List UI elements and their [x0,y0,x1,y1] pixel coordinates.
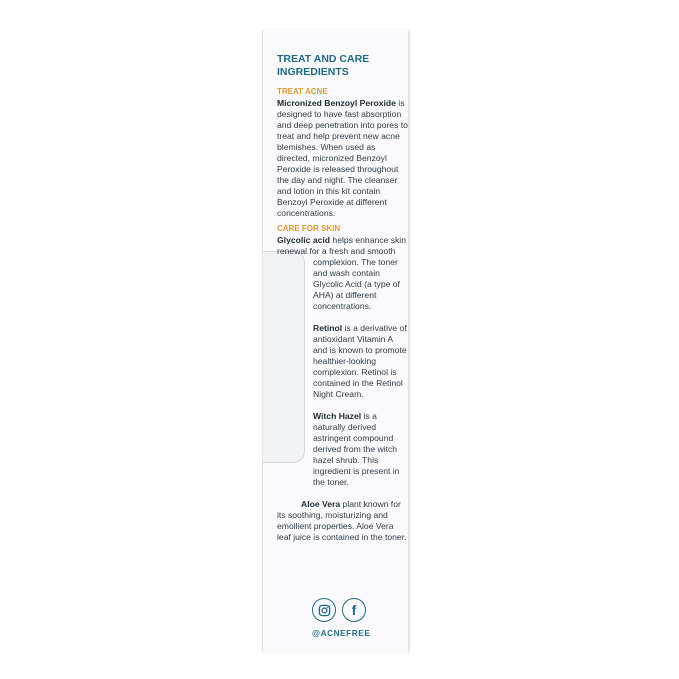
instagram-icon[interactable] [312,598,336,622]
witch-hazel-name: Witch Hazel [313,411,362,421]
witch-hazel-paragraph [277,411,409,488]
aloe-vera-text: plant known for its soothing, moisturizing and emollient properties. Aloe Vera leaf juice is contained in the toner. [277,499,407,542]
benzoyl-peroxide-name: Micronized Benzoyl Peroxide [277,98,396,108]
social-handle: @ACNEFREE [312,629,371,638]
retinol-name: Retinol [313,323,343,333]
aloe-vera-name: Aloe Vera [301,499,341,509]
glycolic-acid-continued: complexion. The toner and wash contain Glycolic Acid (a type of AHA) at different concentrations. [313,257,400,311]
glycolic-acid-paragraph [277,235,409,257]
glycolic-acid-text: helps enhance skin renewal for a fresh and smooth [277,235,406,256]
facebook-icon[interactable] [342,598,366,622]
benzoyl-peroxide-paragraph [277,98,409,219]
panel-title: TREAT AND CARE INGREDIENTS [277,53,370,78]
ingredients-panel [277,53,409,548]
glycolic-acid-name: Glycolic acid [277,235,331,245]
retinol-paragraph [277,323,409,400]
retinol-text: is a derivative of antioxidant Vitamin A and is known to promote healthier-looking complexion. Retinol is contained in the Retinol Night Cream. [313,323,407,399]
care-for-skin-heading: CARE FOR SKIN [277,224,341,233]
aloe-vera-paragraph [277,499,409,543]
social-icons [312,598,368,624]
treat-acne-heading: TREAT ACNE [277,87,328,96]
witch-hazel-text: is a naturally derived astringent compound derived from the witch hazel shrub. This ingredient is present in the toner. [313,411,400,487]
facebook-glyph: f [351,602,357,618]
benzoyl-peroxide-text: is designed to have fast absorption and deep penetration into pores to treat and help prevent new acne blemishes. When used as directed, micronized Benzoyl Peroxide is released throughout the day and night. The cleanser and lotion in this kit contain Benzoyl Peroxide at different concentrations. [277,98,408,218]
